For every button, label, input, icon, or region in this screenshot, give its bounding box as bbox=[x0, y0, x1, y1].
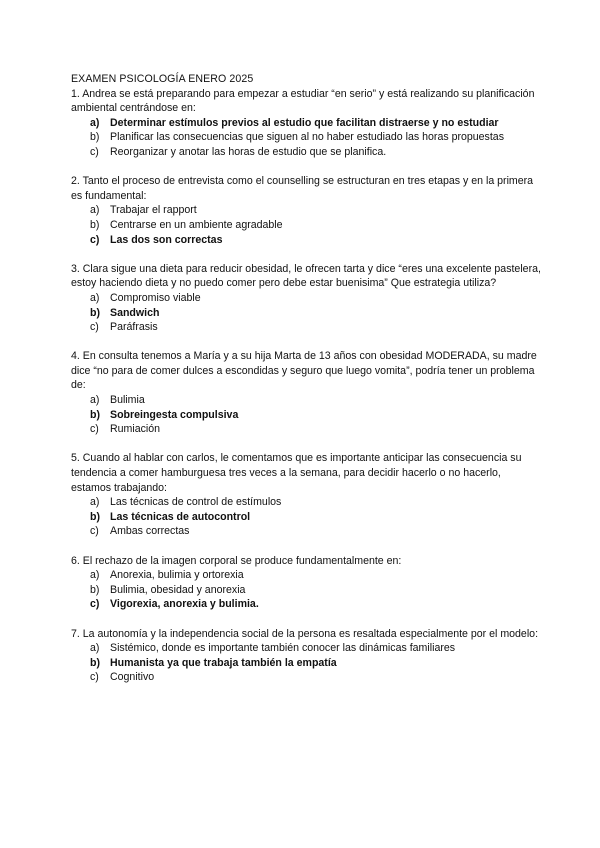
option-letter: b) bbox=[90, 218, 100, 231]
option-list bbox=[71, 116, 541, 160]
question-2 bbox=[71, 174, 541, 247]
answer-option-correct bbox=[71, 306, 541, 321]
option-letter: b) bbox=[90, 656, 100, 669]
answer-option-correct bbox=[71, 233, 541, 248]
option-letter: c) bbox=[90, 671, 99, 684]
question-4 bbox=[71, 349, 541, 437]
option-list bbox=[71, 393, 541, 437]
option-letter: b) bbox=[90, 510, 100, 523]
question-text: 6. El rechazo de la imagen corporal se produce fundamentalmente en: bbox=[71, 554, 402, 567]
question-text: 3. Clara sigue una dieta para reducir obesidad, le ofrecen tarta y dice “eres una excelente pastelera, estoy haciendo dieta y no puedo comer pero debe estar buenisima” Que estrategia utiliza? bbox=[71, 262, 541, 290]
exam-document bbox=[71, 72, 541, 700]
option-text: Bulimia, obesidad y anorexia bbox=[110, 583, 246, 596]
answer-option bbox=[71, 495, 541, 510]
question-3 bbox=[71, 262, 541, 335]
question-6 bbox=[71, 554, 541, 612]
answer-option bbox=[71, 291, 541, 306]
option-letter: b) bbox=[90, 408, 100, 421]
option-letter: a) bbox=[90, 394, 100, 407]
answer-option bbox=[71, 393, 541, 408]
option-letter: c) bbox=[90, 525, 99, 538]
option-letter: a) bbox=[90, 204, 100, 217]
option-list bbox=[71, 291, 541, 335]
answer-option-correct bbox=[71, 510, 541, 525]
option-list bbox=[71, 203, 541, 247]
question-5 bbox=[71, 451, 541, 539]
answer-option bbox=[71, 422, 541, 437]
option-list bbox=[71, 495, 541, 539]
question-text: 7. La autonomía y la independencia social de la persona es resaltada especialmente por el modelo: bbox=[71, 627, 539, 640]
question-text: 4. En consulta tenemos a María y a su hija Marta de 13 años con obesidad MODERADA, su madre dice “no para de comer dulces a escondidas y seguro que luego vomita”, podría tener un problema de: bbox=[71, 350, 537, 392]
option-text: Ambas correctas bbox=[110, 525, 190, 538]
option-text: Humanista ya que trabaja también la empatía bbox=[110, 656, 337, 669]
question-list bbox=[71, 87, 541, 685]
answer-option bbox=[71, 524, 541, 539]
option-text: Sandwich bbox=[110, 306, 160, 319]
answer-option-correct bbox=[71, 597, 541, 612]
option-text: Cognitivo bbox=[110, 671, 155, 684]
option-letter: b) bbox=[90, 306, 100, 319]
option-list bbox=[71, 641, 541, 685]
answer-option bbox=[71, 130, 541, 145]
answer-option bbox=[71, 145, 541, 160]
option-text: Planificar las consecuencias que siguen al no haber estudiado las horas propuestas bbox=[110, 131, 504, 144]
option-letter: c) bbox=[90, 321, 99, 334]
option-text: Las dos son correctas bbox=[110, 233, 223, 246]
option-letter: a) bbox=[90, 116, 100, 129]
option-text: Rumiación bbox=[110, 423, 161, 436]
option-text: Paráfrasis bbox=[110, 321, 158, 334]
option-text: Las técnicas de control de estímulos bbox=[110, 496, 282, 509]
answer-option bbox=[71, 641, 541, 656]
option-text: Bulimia bbox=[110, 394, 145, 407]
option-text: Anorexia, bulimia y ortorexia bbox=[110, 569, 244, 582]
option-letter: a) bbox=[90, 291, 100, 304]
option-text: Las técnicas de autocontrol bbox=[110, 510, 251, 523]
answer-option bbox=[71, 203, 541, 218]
answer-option bbox=[71, 568, 541, 583]
question-7 bbox=[71, 627, 541, 685]
question-text: 1. Andrea se está preparando para empezar a estudiar “en serio” y está realizando su planificación ambiental centrándose en: bbox=[71, 87, 535, 115]
option-letter: c) bbox=[90, 423, 99, 436]
option-text: Reorganizar y anotar las horas de estudio que se planifica. bbox=[110, 145, 387, 158]
option-text: Compromiso viable bbox=[110, 291, 201, 304]
question-text: 5. Cuando al hablar con carlos, le comentamos que es importante anticipar las consecuencia su tendencia a comer hamburguesa tres veces a la semana, para decidir hacerlo o no hacerlo, estamos trabajando: bbox=[71, 452, 522, 494]
option-letter: a) bbox=[90, 642, 100, 655]
answer-option bbox=[71, 583, 541, 598]
option-text: Vigorexia, anorexia y bulimia. bbox=[110, 598, 259, 611]
option-text: Sistémico, donde es importante también conocer las dinámicas familiares bbox=[110, 642, 456, 655]
option-letter: b) bbox=[90, 583, 100, 596]
answer-option bbox=[71, 670, 541, 685]
option-letter: a) bbox=[90, 496, 100, 509]
question-text: 2. Tanto el proceso de entrevista como el counselling se estructuran en tres etapas y en la primera es fundamental: bbox=[71, 175, 534, 202]
answer-option-correct bbox=[71, 408, 541, 423]
option-letter: b) bbox=[90, 131, 100, 144]
answer-option bbox=[71, 218, 541, 233]
answer-option bbox=[71, 320, 541, 335]
answer-option-correct bbox=[71, 116, 541, 131]
option-letter: c) bbox=[90, 233, 100, 246]
option-text: Determinar estímulos previos al estudio que facilitan distraerse y no estudiar bbox=[110, 116, 499, 129]
option-text: Centrarse en un ambiente agradable bbox=[110, 218, 283, 231]
option-list bbox=[71, 568, 541, 612]
option-text: Sobreingesta compulsiva bbox=[110, 408, 239, 421]
exam-title: EXAMEN PSICOLOGÍA ENERO 2025 bbox=[71, 73, 254, 85]
option-letter: c) bbox=[90, 598, 100, 611]
option-letter: c) bbox=[90, 145, 99, 158]
option-letter: a) bbox=[90, 569, 100, 582]
question-1 bbox=[71, 87, 541, 160]
answer-option-correct bbox=[71, 656, 541, 671]
option-text: Trabajar el rapport bbox=[110, 204, 197, 217]
